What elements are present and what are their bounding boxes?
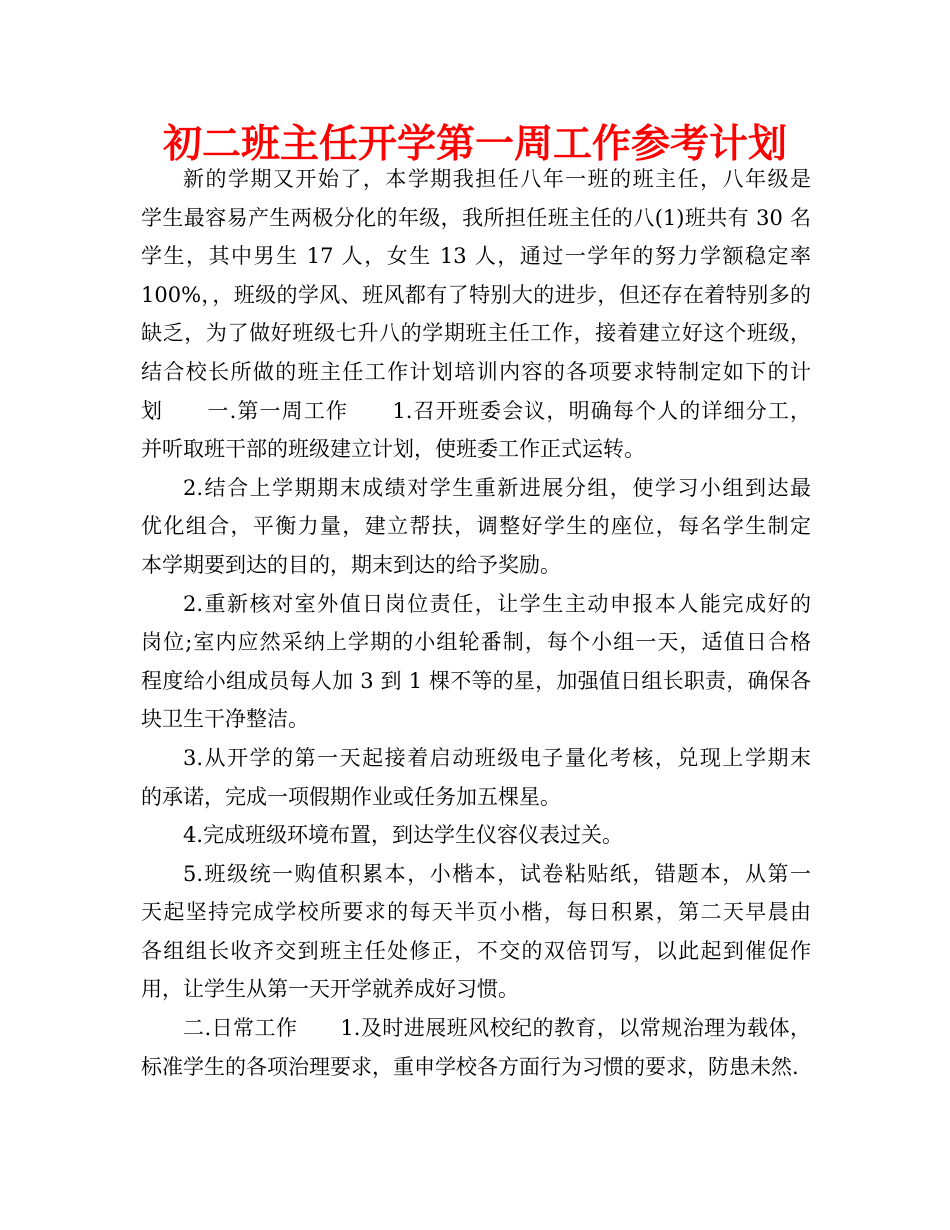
text-line: 5.班级统一购值积累本，小楷本，试卷粘贴纸，错题本，从第一 [183, 861, 811, 886]
text-line: 优化组合，平衡力量，建立帮扶，调整好学生的座位，每名学生制定 [141, 514, 811, 539]
text-line: 用，让学生从第一天开学就养成好习惯。 [141, 977, 519, 1002]
text-line: 的承诺，完成一项假期作业或任务加五棵星。 [141, 784, 561, 809]
text-line: 3.从开学的第一天起接着启动班级电子量化考核，兑现上学期末 [183, 745, 811, 770]
text-line: 二.日常工作 1.及时进展班风校纪的教育，以常规治理为载体， [183, 1016, 811, 1041]
text-line: 程度给小组成员每人加 3 到 1 棵不等的星，加强值日组长职责，确保各 [141, 668, 811, 693]
text-line: 标准学生的各项治理要求，重申学校各方面行为习惯的要求，防患未然. [141, 1054, 799, 1079]
text-line: 天起坚持完成学校所要求的每天半页小楷，每日积累，第二天早晨由 [141, 900, 811, 925]
text-line: 2.结合上学期期末成绩对学生重新进展分组，使学习小组到达最 [183, 475, 811, 500]
text-line: 缺乏，为了做好班级七升八的学期班主任工作，接着建立好这个班级， [141, 321, 811, 346]
text-line: 2.重新核对室外值日岗位责任，让学生主动申报本人能完成好的 [183, 591, 811, 616]
text-line: 100%，，班级的学风、班风都有了特别大的进步，但还存在着特别多的 [141, 282, 811, 307]
text-line: 本学期要到达的目的，期末到达的给予奖励。 [141, 552, 561, 577]
text-line: 岗位;室内应然采纳上学期的小组轮番制，每个小组一天，适值日合格 [141, 630, 811, 655]
document-title: 初二班主任开学第一周工作参考计划 [162, 122, 787, 167]
text-line: 新的学期又开始了，本学期我担任八年一班的班主任，八年级是 [183, 167, 811, 191]
text-line: 学生，其中男生 17 人，女生 13 人，通过一学年的努力学额稳定率 [141, 244, 811, 269]
text-line: 结合校长所做的班主任工作计划培训内容的各项要求特制定如下的计 [141, 359, 811, 384]
text-line: 块卫生干净整洁。 [141, 707, 309, 732]
text-line: 学生最容易产生两极分化的年级，我所担任班主任的八(1)班共有 30 名 [141, 205, 811, 230]
text-line: 并听取班干部的班级建立计划，使班委工作正式运转。 [141, 437, 645, 462]
text-line: 各组组长收齐交到班主任处修正，不交的双倍罚写，以此起到催促作 [141, 938, 811, 963]
text-line: 划 一.第一周工作 1.召开班委会议，明确每个人的详细分工， [141, 398, 811, 423]
text-line: 4.完成班级环境布置，到达学生仪容仪表过关。 [183, 823, 624, 848]
document-body [141, 160, 811, 1086]
